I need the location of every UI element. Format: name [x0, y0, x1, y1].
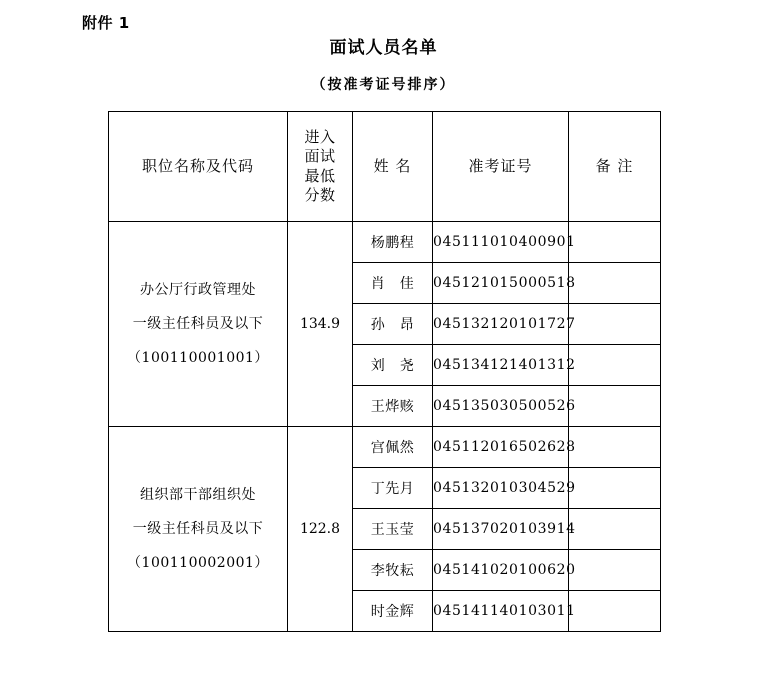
group-position-line-1: 办公厅行政管理处 [140, 281, 256, 298]
candidate-exam-number: 045132010304529 [433, 468, 569, 509]
header-min-score-line-3: 最低 [304, 166, 336, 185]
candidate-note [569, 345, 661, 386]
candidate-note [569, 509, 661, 550]
candidate-exam-number: 045137020103914 [433, 509, 569, 550]
candidate-exam-number: 045112016502628 [433, 427, 569, 468]
candidate-exam-number: 045141140103011 [433, 591, 569, 632]
candidate-name: 丁先月 [353, 468, 433, 509]
candidate-name: 孙 昂 [353, 304, 433, 345]
header-min-score-line-4: 分数 [304, 185, 336, 204]
page-title: 面试人员名单 [329, 38, 438, 58]
header-min-score [288, 112, 353, 222]
candidate-note [569, 222, 661, 263]
candidate-note [569, 386, 661, 427]
page-subtitle: （按准考证号排序） [311, 77, 456, 93]
header-min-score-line-1: 进入 [304, 128, 336, 147]
candidate-exam-number: 045132120101727 [433, 304, 569, 345]
candidate-note [569, 468, 661, 509]
attachment-label: 附件 1 [82, 14, 130, 32]
candidate-name: 刘 尧 [353, 345, 433, 386]
header-note: 备 注 [569, 112, 661, 222]
candidate-name: 宫佩然 [353, 427, 433, 468]
group-position-cell [109, 427, 288, 632]
candidate-note [569, 550, 661, 591]
candidate-name: 李牧耘 [353, 550, 433, 591]
header-position: 职位名称及代码 [109, 112, 288, 222]
header-name: 姓 名 [353, 112, 433, 222]
candidate-note [569, 304, 661, 345]
candidate-exam-number: 045134121401312 [433, 345, 569, 386]
candidate-note [569, 263, 661, 304]
candidate-exam-number: 045121015000518 [433, 263, 569, 304]
group-position-line-2: 一级主任科员及以下 [132, 520, 264, 537]
table-row [109, 222, 661, 263]
table-header-row [109, 112, 661, 222]
group-position-line-2: 一级主任科员及以下 [132, 315, 264, 332]
candidate-name: 肖 佳 [353, 263, 433, 304]
candidate-note [569, 427, 661, 468]
group-position-line-1: 组织部干部组织处 [140, 486, 256, 503]
group-position-line-3: （100110001001） [127, 350, 269, 367]
header-exam-number: 准考证号 [433, 112, 569, 222]
candidate-exam-number: 045111010400901 [433, 222, 569, 263]
group-min-score-cell: 134.9 [288, 222, 353, 427]
candidate-name: 王玉莹 [353, 509, 433, 550]
candidate-name: 时金辉 [353, 591, 433, 632]
candidate-name: 杨鹏程 [353, 222, 433, 263]
candidate-name: 王烨赅 [353, 386, 433, 427]
group-min-score-cell: 122.8 [288, 427, 353, 632]
header-min-score-line-2: 面试 [304, 147, 336, 166]
candidate-exam-number: 045141020100620 [433, 550, 569, 591]
candidate-note [569, 591, 661, 632]
table-row [109, 427, 661, 468]
group-position-cell [109, 222, 288, 427]
candidate-exam-number: 045135030500526 [433, 386, 569, 427]
interview-roster-table [108, 111, 661, 632]
group-position-line-3: （100110002001） [127, 555, 269, 572]
